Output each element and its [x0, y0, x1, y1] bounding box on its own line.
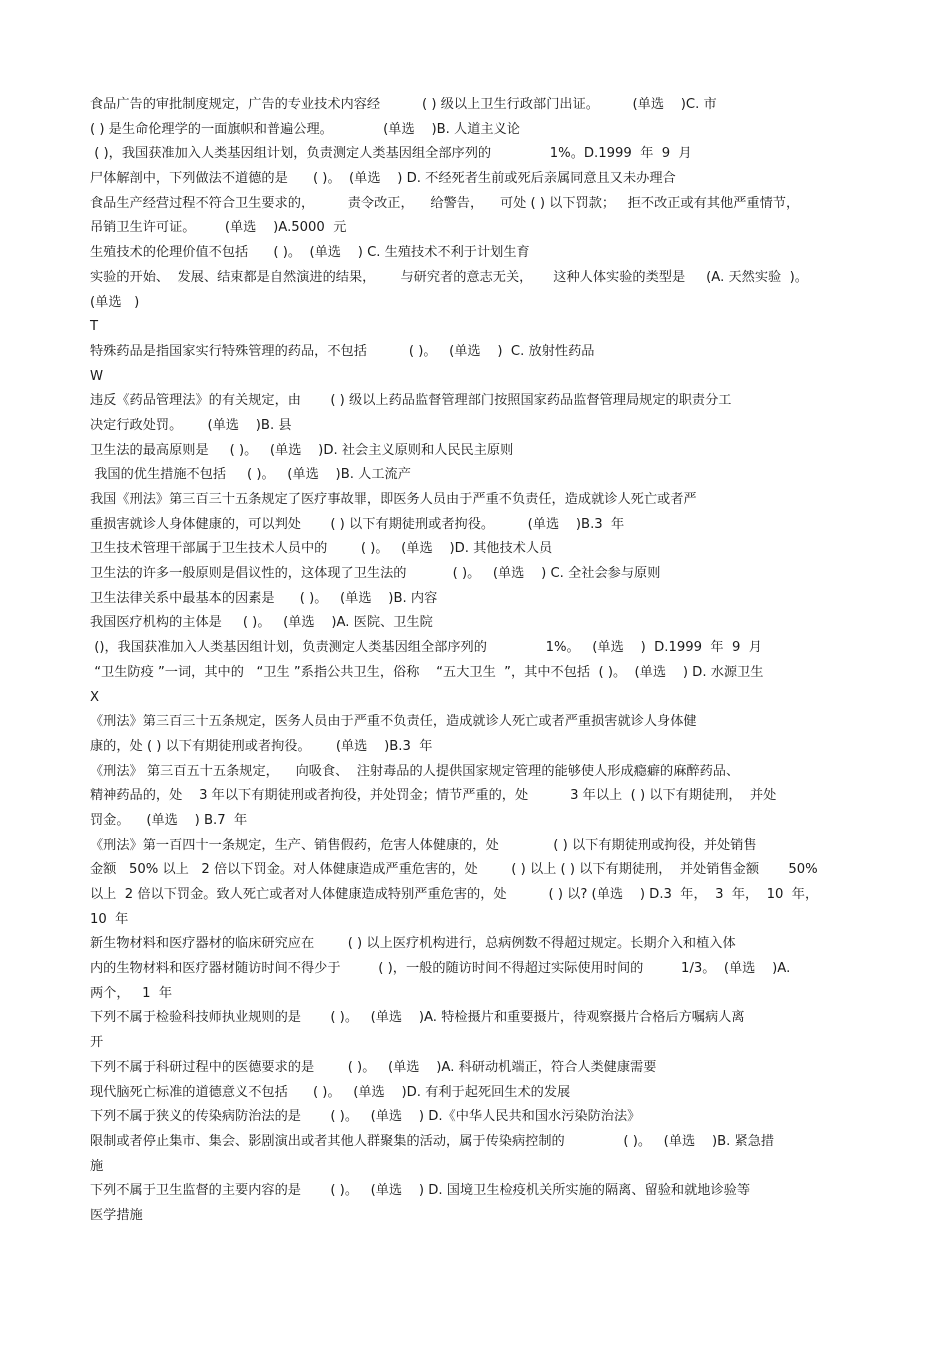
- section-letter: W: [90, 368, 104, 384]
- text-line: 重损害就诊人身体健康的，可以判处 ( ) 以下有期徒刑或者拘役。 (单选 )B.3 年: [90, 516, 625, 532]
- text-line: 现代脑死亡标准的道德意义不包括 ( )。 (单选 )D. 有利于起死回生术的发展: [90, 1084, 571, 1100]
- text-line: 我国医疗机构的主体是 ( )。 (单选 )A. 医院、卫生院: [90, 615, 433, 631]
- text-line: 《刑法》 第三百五十五条规定， 向吸食、 注射毒品的人提供国家规定管理的能够使人形成瘾癖的麻醉药品、: [90, 763, 740, 779]
- text-line: 精神药品的，处 3 年以下有期徒刑或者拘役，并处罚金；情节严重的，处 3 年以上 ( ) 以下有期徒刑， 并处: [90, 788, 777, 804]
- text-line: 金额 50% 以上 2 倍以下罚金。对人体健康造成严重危害的，处 ( ) 以上 ( ) 以下有期徒刑， 并处销售金额 50%: [90, 862, 818, 878]
- text-line: 《刑法》第一百四十一条规定，生产、销售假药，危害人体健康的，处 ( ) 以下有期徒刑或拘役，并处销售: [90, 837, 757, 853]
- document-body: [90, 93, 880, 1253]
- text-line: 卫生法的许多一般原则是倡议性的，这体现了卫生法的 ( )。 (单选 ) C. 全社会参与原则: [90, 566, 661, 582]
- text-line: 10 年: [90, 911, 129, 927]
- section-letter: T: [90, 319, 99, 335]
- text-line: “卫生防疫 ”一词，其中的 “卫生 ”系指公共卫生，俗称 “五大卫生 ”，其中不包括 ( )。 (单选 ) D. 水源卫生: [90, 664, 764, 680]
- text-line: 实验的开始、 发展、结束都是自然演进的结果， 与研究者的意志无关， 这种人体实验的类型是 (A. 天然实验 )。: [90, 269, 808, 285]
- text-line: 下列不属于狭义的传染病防治法的是 ( )。 (单选 ) D.《中华人民共和国水污染防治法》: [90, 1109, 641, 1125]
- text-line: 《刑法》第三百三十五条规定，医务人员由于严重不负责任，造成就诊人死亡或者严重损害就诊人身体健: [90, 714, 697, 730]
- text-line: 卫生技术管理干部属于卫生技术人员中的 ( )。 (单选 )D. 其他技术人员: [90, 541, 553, 557]
- text-line: 食品生产经营过程不符合卫生要求的， 责令改正， 给警告， 可处 ( ) 以下罚款； 拒不改正或有其他严重情节，: [90, 195, 800, 211]
- text-line: 违反《药品管理法》的有关规定，由 ( ) 级以上药品监督管理部门按照国家药品监督管理局规定的职责分工: [90, 393, 732, 409]
- text-line: 吊销卫生许可证。 (单选 )A.5000 元: [90, 220, 347, 236]
- text-line: [90, 1229, 880, 1254]
- text-line: 两个， 1 年: [90, 985, 173, 1001]
- text-line: 我国《刑法》第三百三十五条规定了医疗事故罪，即医务人员由于严重不负责任，造成就诊人死亡或者严: [90, 492, 697, 507]
- text-line: (单选 ): [90, 294, 140, 310]
- section-letter: X: [90, 689, 100, 705]
- text-line: 医学措施: [90, 1207, 143, 1223]
- text-line: 下列不属于卫生监督的主要内容的是 ( )。 (单选 ) D. 国境卫生检疫机关所实施的隔离、留验和就地诊验等: [90, 1183, 751, 1199]
- text-line: 我国的优生措施不包括 ( )。 (单选 )B. 人工流产: [90, 467, 411, 483]
- text-line: 卫生法律关系中最基本的因素是 ( )。 (单选 )B. 内容: [90, 590, 438, 606]
- text-line: 内的生物材料和医疗器材随访时间不得少于 ( )，一般的随访时间不得超过实际使用时间的 1/3。 (单选 )A.: [90, 961, 791, 977]
- text-line: 新生物材料和医疗器材的临床研究应在 ( ) 以上医疗机构进行，总病例数不得超过规定。长期介入和植入体: [90, 936, 736, 952]
- text-line: 康的，处 ( ) 以下有期徒刑或者拘役。 (单选 )B.3 年: [90, 738, 433, 754]
- text-line: 决定行政处罚。 (单选 )B. 县: [90, 417, 292, 433]
- text-line: 罚金。 (单选 ) B.7 年: [90, 812, 248, 828]
- text-line: 生殖技术的伦理价值不包括 ( )。 (单选 ) C. 生殖技术不利于计划生育: [90, 245, 530, 261]
- text-line: 下列不属于科研过程中的医德要求的是 ( )。 (单选 )A. 科研动机端正，符合人类健康需要: [90, 1059, 657, 1075]
- text-line: 下列不属于检验科技师执业规则的是 ( )。 (单选 )A. 特检摄片和重要摄片，待观察摄片合格后方嘱病人离: [90, 1010, 745, 1026]
- text-line: 尸体解剖中，下列做法不道德的是 ( )。 (单选 ) D. 不经死者生前或死后亲属同意且又未办理合: [90, 171, 676, 187]
- text-line: 特殊药品是指国家实行特殊管理的药品，不包括 ( )。 (单选 ) C. 放射性药品: [90, 343, 595, 359]
- text-line: ( ) 是生命伦理学的一面旗帜和普遍公理。 (单选 )B. 人道主义论: [90, 121, 520, 137]
- text-line: ( )，我国获准加入人类基因组计划，负责测定人类基因组全部序列的 1%。D.1999 年 9 月: [90, 146, 692, 162]
- text-line: 以上 2 倍以下罚金。致人死亡或者对人体健康造成特别严重危害的，处 ( ) 以? (单选 ) D.3 年， 3 年， 10 年，: [90, 887, 819, 902]
- text-line: 限制或者停止集市、集会、影剧演出或者其他人群聚集的活动，属于传染病控制的 ( )。 (单选 )B. 紧急措: [90, 1133, 775, 1149]
- text-line: 施: [90, 1158, 104, 1174]
- text-line: ()，我国获准加入人类基因组计划，负责测定人类基因组全部序列的 1%。 (单选 ) D.1999 年 9 月: [90, 640, 762, 656]
- text-line: 开: [90, 1035, 104, 1051]
- text-line: 食品广告的审批制度规定，广告的专业技术内容经 ( ) 级以上卫生行政部门出证。 (单选 )C. 市: [90, 97, 717, 112]
- text-line: 卫生法的最高原则是 ( )。 (单选 )D. 社会主义原则和人民民主原则: [90, 442, 514, 458]
